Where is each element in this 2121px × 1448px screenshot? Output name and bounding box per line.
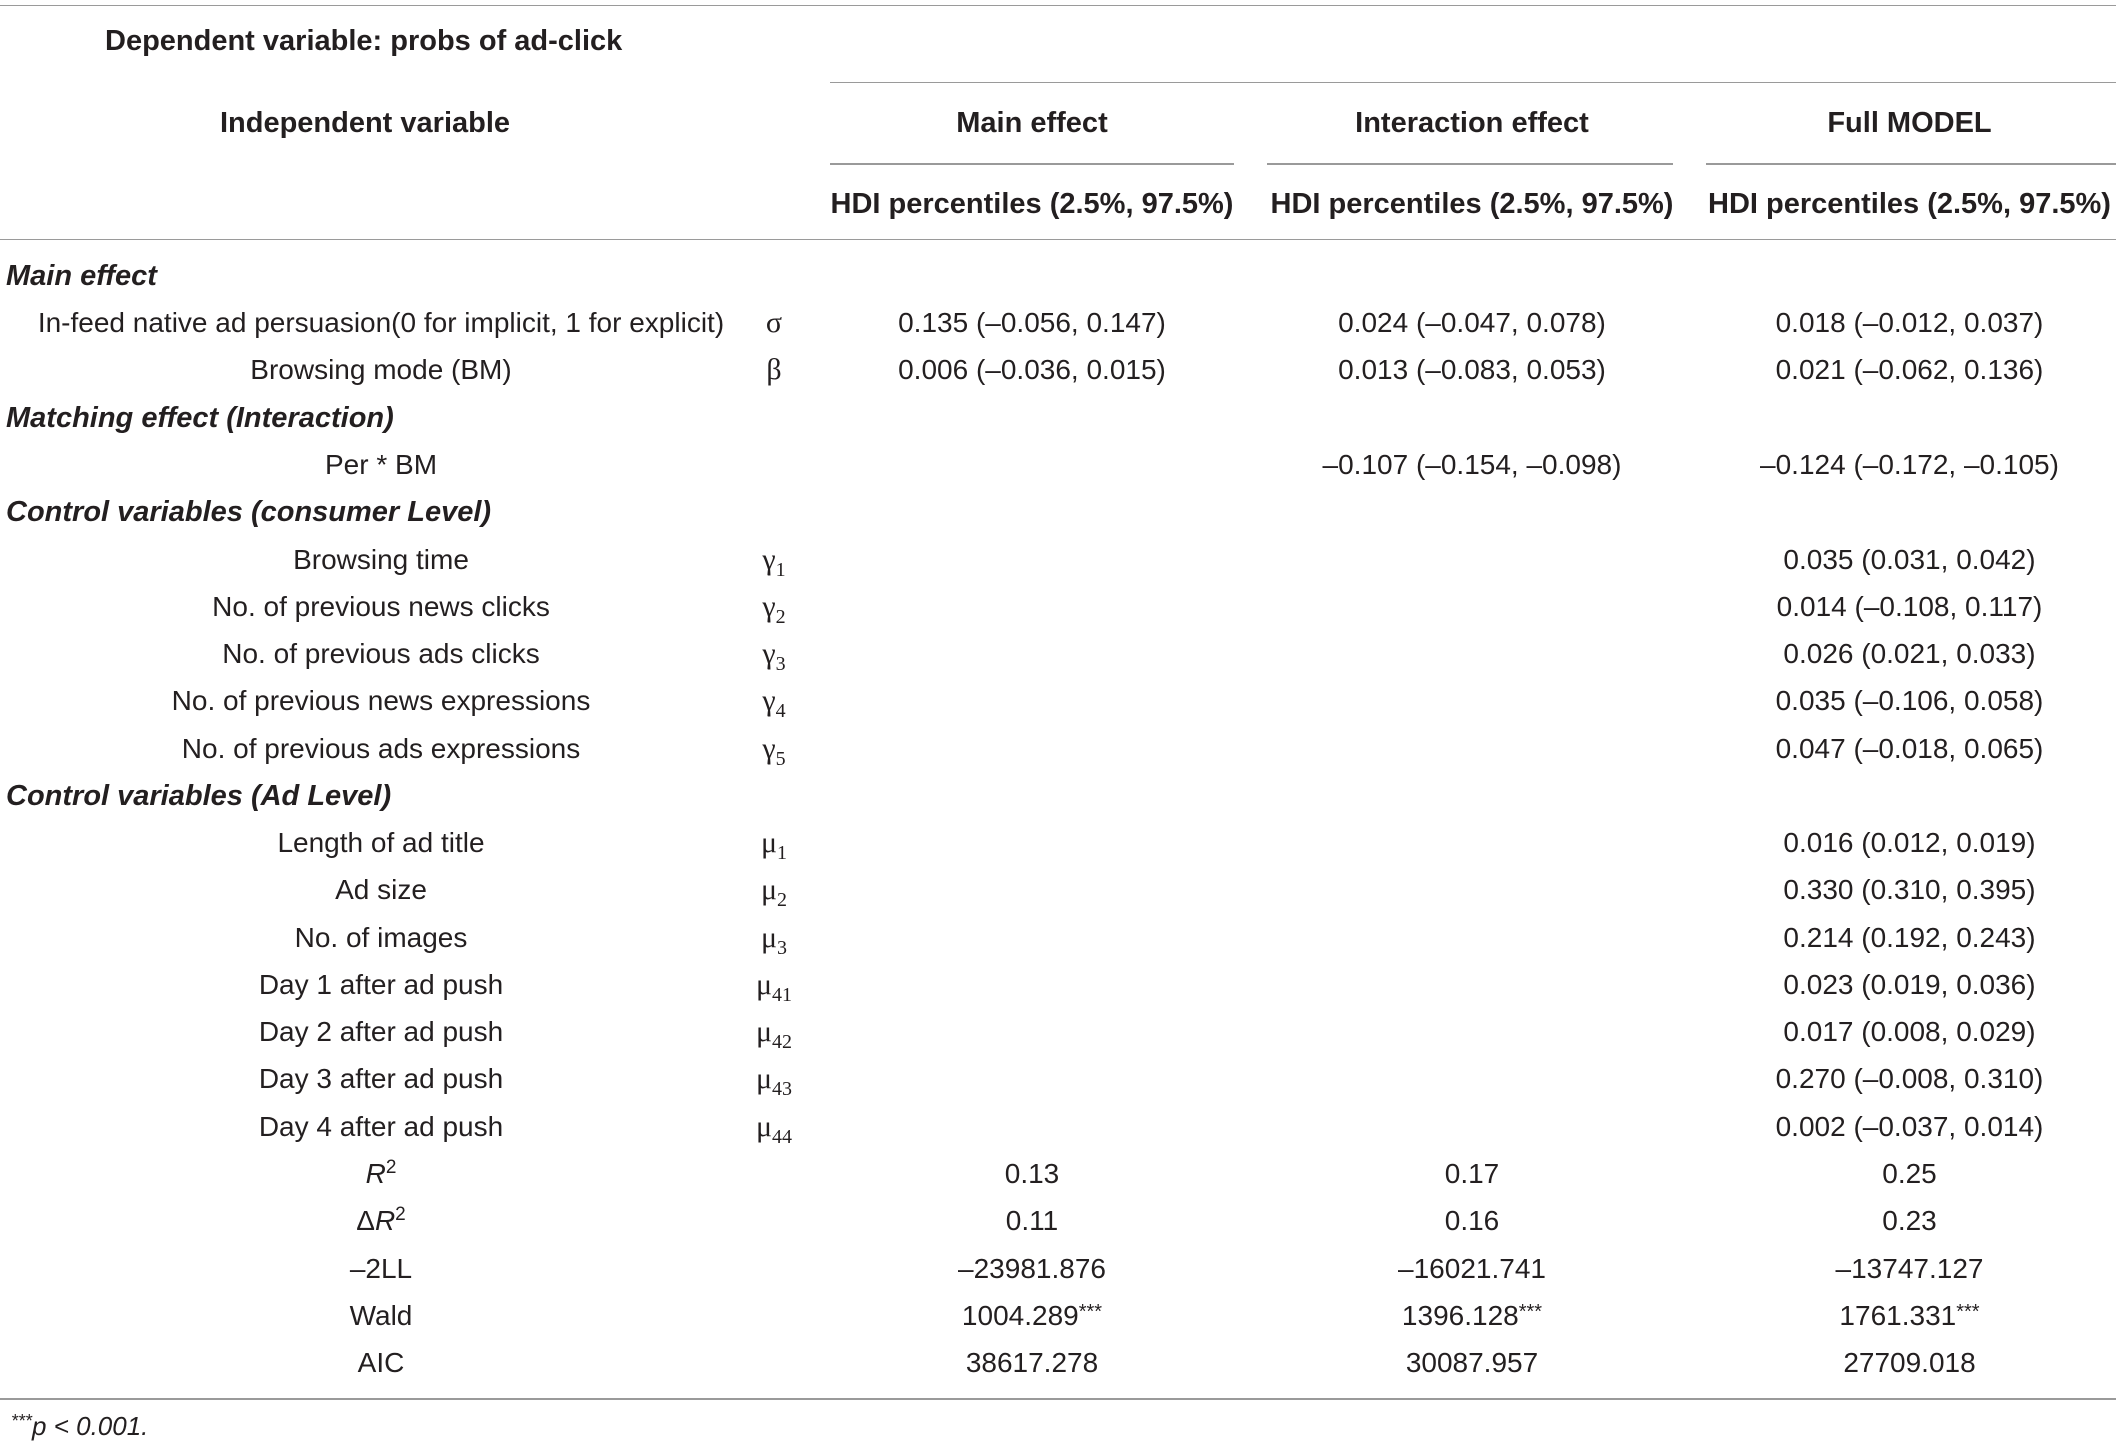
parameter-symbol	[748, 1109, 800, 1148]
table-row	[0, 630, 2121, 677]
value-interaction-effect: 30087.957	[1405, 1347, 1539, 1379]
variable-label: Ad size	[335, 874, 427, 906]
variable-label: No. of images	[294, 921, 468, 953]
dependent-variable-title: Dependent variable: probs of ad-click	[105, 25, 623, 57]
parameter-symbol	[748, 684, 800, 723]
value-full-model: 0.330 (0.310, 0.395)	[1783, 874, 2036, 906]
value-main-effect	[800, 1300, 1264, 1332]
variable-label: In-feed native ad persuasion(0 for implicit, 1 for explicit)	[37, 307, 725, 339]
value-full-model: 0.017 (0.008, 0.029)	[1783, 1016, 2036, 1048]
variable-label: Browsing time	[293, 543, 469, 575]
interval-header-main-effect: HDI percentiles (2.5%, 97.5%)	[830, 188, 1234, 221]
value-full-model: 0.25	[1882, 1157, 1937, 1189]
parameter-symbol	[748, 307, 800, 339]
statistic-value: 1396.128	[1401, 1299, 1519, 1331]
model-rule-full-model	[1706, 163, 2116, 165]
table-bottom-rule	[0, 1398, 2116, 1400]
value-full-model: 0.035 (0.031, 0.042)	[1783, 543, 2036, 575]
section-title: Matching effect (Interaction)	[6, 401, 394, 434]
symbol-letter: σ	[765, 306, 783, 340]
value-main-effect: 0.006 (–0.036, 0.015)	[898, 354, 1166, 386]
symbol-subscript: 3	[777, 936, 788, 959]
model-rule-interaction-effect	[1267, 163, 1673, 165]
value-main-effect: –23981.876	[958, 1252, 1106, 1284]
model-rule-main-effect	[830, 163, 1234, 165]
statistic-value: 1004.289	[961, 1299, 1079, 1331]
symbol-letter: β	[766, 353, 782, 387]
variable-label: No. of previous ads clicks	[222, 638, 540, 670]
value-full-model: 0.018 (–0.012, 0.037)	[1775, 307, 2044, 339]
symbol-letter: μ	[755, 1062, 773, 1096]
table-row	[0, 1103, 2121, 1150]
value-full-model: 27709.018	[1843, 1347, 1976, 1379]
section-header-row	[0, 772, 2121, 819]
symbol-subscript: 43	[772, 1078, 793, 1101]
statistic-prefix: Δ	[356, 1205, 375, 1237]
section-header-row	[0, 489, 2121, 536]
value-interaction-effect: 0.17	[1444, 1157, 1500, 1189]
value-main-effect: 0.11	[1005, 1205, 1059, 1237]
table-footnote	[11, 1410, 148, 1442]
variable-label: Day 4 after ad push	[258, 1110, 504, 1142]
table-row	[0, 1009, 2121, 1056]
symbol-subscript: 1	[777, 842, 788, 865]
value-full-model: 0.016 (0.012, 0.019)	[1783, 827, 2036, 859]
symbol-letter: μ	[760, 826, 778, 860]
parameter-symbol	[748, 873, 800, 912]
variable-label: Length of ad title	[277, 827, 485, 859]
significance-marker: ***	[1078, 1300, 1103, 1323]
value-full-model: 0.270 (–0.008, 0.310)	[1775, 1063, 2044, 1095]
independent-variable-header: Independent variable	[219, 107, 511, 140]
section-title: Control variables (Ad Level)	[6, 779, 392, 812]
footnote-marker: ***	[11, 1411, 33, 1431]
variable-label: No. of previous news expressions	[171, 685, 591, 717]
value-interaction-effect	[1264, 1300, 1680, 1332]
symbol-subscript: 2	[777, 889, 788, 912]
value-full-model: 0.035 (–0.106, 0.058)	[1775, 685, 2044, 717]
table-row	[0, 347, 2121, 394]
significance-marker: ***	[1518, 1300, 1543, 1323]
parameter-symbol	[748, 826, 800, 865]
value-full-model: 0.23	[1882, 1205, 1937, 1237]
header-bottom-rule	[0, 239, 2116, 241]
statistic-label: –2LL	[349, 1252, 413, 1284]
section-header-row	[0, 252, 2121, 299]
value-main-effect: 0.13	[1004, 1157, 1060, 1189]
section-title: Control variables (consumer Level)	[6, 496, 492, 529]
table-body	[0, 252, 2121, 1386]
symbol-letter: μ	[755, 1109, 773, 1143]
dependent-variable-rule	[830, 82, 2116, 84]
statistic-letter: R	[365, 1157, 386, 1189]
statistic-label	[0, 1205, 748, 1237]
symbol-letter: γ	[762, 637, 776, 671]
fit-statistic-row	[0, 1150, 2121, 1197]
parameter-symbol	[748, 1015, 800, 1054]
model-header-main-effect: Main effect	[956, 107, 1108, 140]
variable-label: Day 1 after ad push	[258, 968, 504, 1000]
value-full-model: 0.002 (–0.037, 0.014)	[1775, 1110, 2044, 1142]
interval-header-full-model: HDI percentiles (2.5%, 97.5%)	[1708, 188, 2111, 221]
symbol-letter: μ	[755, 967, 773, 1001]
symbol-subscript: 4	[775, 700, 786, 723]
significance-marker: ***	[1956, 1300, 1980, 1323]
symbol-letter: γ	[762, 684, 776, 718]
parameter-symbol	[748, 920, 800, 959]
statistic-label: AIC	[357, 1347, 405, 1379]
parameter-symbol	[748, 637, 800, 676]
value-full-model: 0.021 (–0.062, 0.136)	[1775, 354, 2044, 386]
table-row	[0, 819, 2121, 866]
value-interaction-effect: 0.024 (–0.047, 0.078)	[1338, 307, 1606, 339]
fit-statistic-row	[0, 1339, 2121, 1386]
statistic-superscript: 2	[395, 1204, 406, 1226]
statistic-letter: R	[374, 1205, 396, 1237]
section-header-row	[0, 394, 2121, 441]
table-row	[0, 441, 2121, 488]
table-row	[0, 536, 2121, 583]
table-row	[0, 583, 2121, 630]
symbol-letter: μ	[760, 873, 778, 907]
symbol-subscript: 44	[772, 1125, 793, 1148]
table-row	[0, 867, 2121, 914]
model-header-row	[0, 99, 2121, 146]
fit-statistic-row	[0, 1198, 2121, 1245]
value-full-model: 0.014 (–0.108, 0.117)	[1776, 590, 2043, 622]
parameter-symbol	[748, 589, 800, 628]
table-row	[0, 914, 2121, 961]
model-header-interaction-effect: Interaction effect	[1355, 107, 1589, 140]
variable-label: Day 2 after ad push	[258, 1016, 504, 1048]
variable-label: Per * BM	[324, 448, 438, 480]
variable-label: No. of previous ads expressions	[181, 732, 581, 764]
symbol-letter: μ	[760, 920, 778, 954]
symbol-subscript: 2	[775, 605, 786, 628]
value-full-model: 0.214 (0.192, 0.243)	[1783, 921, 2036, 953]
symbol-subscript: 1	[775, 558, 786, 581]
value-full-model: 0.023 (0.019, 0.036)	[1783, 968, 2036, 1000]
section-title: Main effect	[6, 259, 157, 292]
variable-label: No. of previous news clicks	[212, 590, 550, 622]
symbol-subscript: 41	[772, 983, 793, 1006]
statistic-value: 1761.331	[1839, 1299, 1957, 1331]
symbol-letter: γ	[762, 589, 776, 623]
fit-statistic-row	[0, 1292, 2121, 1339]
interval-header-row	[0, 181, 2121, 228]
value-full-model: 0.026 (0.021, 0.033)	[1783, 638, 2036, 670]
parameter-symbol	[748, 1062, 800, 1101]
value-full-model: –13747.127	[1835, 1252, 1984, 1284]
parameter-symbol	[748, 542, 800, 581]
fit-statistic-row	[0, 1245, 2121, 1292]
value-full-model	[1680, 1300, 2121, 1332]
table-row	[0, 678, 2121, 725]
symbol-letter: γ	[762, 731, 776, 765]
value-interaction-effect: –0.107 (–0.154, –0.098)	[1322, 448, 1622, 480]
statistic-superscript: 2	[385, 1156, 397, 1178]
value-interaction-effect: 0.013 (–0.083, 0.053)	[1338, 354, 1606, 386]
symbol-letter: μ	[755, 1015, 773, 1049]
value-full-model: 0.047 (–0.018, 0.065)	[1775, 732, 2044, 764]
value-interaction-effect: 0.16	[1444, 1205, 1500, 1237]
parameter-symbol	[748, 731, 800, 770]
value-full-model: –0.124 (–0.172, –0.105)	[1760, 448, 2059, 480]
value-main-effect: 0.135 (–0.056, 0.147)	[898, 307, 1166, 339]
interval-header-interaction-effect: HDI percentiles (2.5%, 97.5%)	[1270, 188, 1674, 221]
table-row	[0, 1056, 2121, 1103]
table-row	[0, 300, 2121, 347]
symbol-subscript: 42	[772, 1031, 793, 1054]
variable-label: Browsing mode (BM)	[250, 354, 512, 386]
table-row	[0, 725, 2121, 772]
symbol-letter: γ	[762, 542, 776, 576]
model-header-full-model: Full MODEL	[1827, 107, 1992, 140]
symbol-subscript: 5	[775, 747, 786, 770]
value-interaction-effect: –16021.741	[1398, 1252, 1546, 1284]
statistic-label: Wald	[349, 1299, 413, 1331]
table-row	[0, 961, 2121, 1008]
value-main-effect: 38617.278	[965, 1347, 1099, 1379]
footnote-text: p < 0.001.	[32, 1411, 149, 1441]
table-top-rule	[0, 5, 2116, 7]
parameter-symbol	[748, 354, 800, 386]
symbol-subscript: 3	[775, 653, 786, 676]
variable-label: Day 3 after ad push	[258, 1063, 504, 1095]
parameter-symbol	[748, 967, 800, 1006]
statistic-label	[0, 1158, 748, 1190]
